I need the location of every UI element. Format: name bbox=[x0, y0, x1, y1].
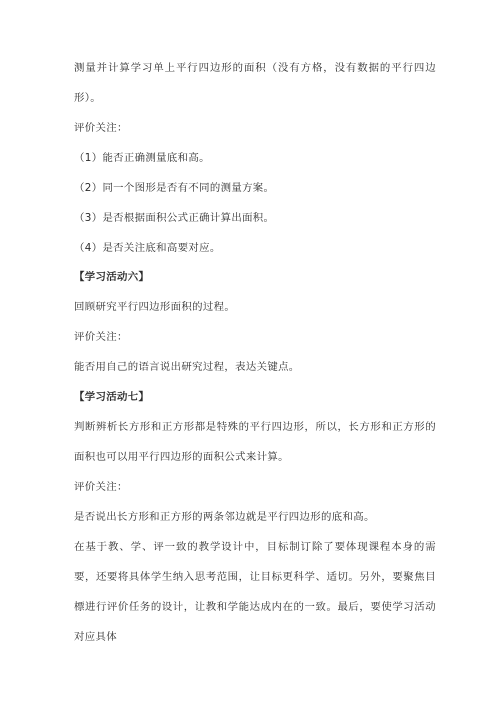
section-heading-activity-7: 【学习活动七】 bbox=[74, 391, 150, 403]
paragraph-criterion-2: （2）同一个图形是否有不同的测量方案。 bbox=[74, 182, 275, 194]
paragraph-activity-6-task: 回顾研究平行四边形面积的过程。 bbox=[74, 301, 236, 313]
paragraph-criterion-3: （3）是否根据面积公式正确计算出面积。 bbox=[74, 212, 275, 224]
paragraph-evaluation-label: 评价关注： bbox=[74, 331, 128, 343]
paragraph-activity-7-criterion: 是否说出长方形和正方形的两条邻边就是平行四边形的底和高。 bbox=[74, 511, 375, 523]
paragraph-criterion-4: （4）是否关注底和高要对应。 bbox=[74, 242, 221, 254]
section-heading-activity-6: 【学习活动六】 bbox=[74, 271, 150, 283]
paragraph-criterion-1: （1）能否正确测量底和高。 bbox=[74, 152, 210, 164]
paragraph-measure-task: 测量并计算学习单上平行四边形的面积（没有方格，没有数据的平行四边形）。 bbox=[74, 62, 436, 104]
paragraph-evaluation-label: 评价关注： bbox=[74, 122, 128, 134]
paragraph-evaluation-label: 评价关注： bbox=[74, 481, 128, 493]
paragraph-summary: 在基于教、学、评一致的教学设计中，目标制订除了要体现课程本身的需要，还要将具体学生纳入思考范围，让目标更科学、适切。另外，要聚焦目標进行评价任务的设计，让教和学能达成内在的一致。最后，要使学习活动对应具体 bbox=[74, 541, 436, 643]
paragraph-activity-6-criterion: 能否用自己的语言说出研究过程，表达关键点。 bbox=[74, 361, 300, 373]
paragraph-activity-7-task: 判断辨析长方形和正方形都是特殊的平行四边形，所以，长方形和正方形的面积也可以用平行四边形的面积公式来计算。 bbox=[74, 421, 436, 463]
